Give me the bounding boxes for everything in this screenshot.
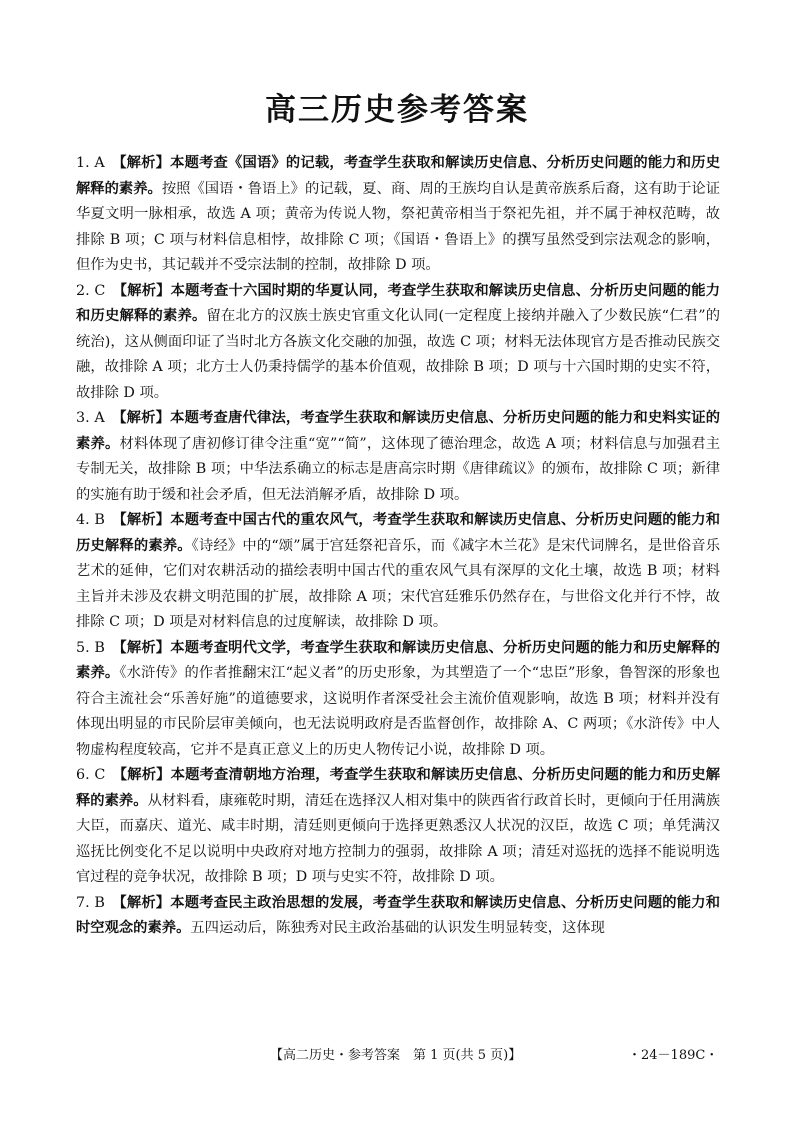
answer-item [76, 636, 720, 764]
answer-lead: 本题考查清朝地方治理，考查学生获取和解读历史信息、分析历史问题的能力和历史解释的素养。 [76, 767, 721, 809]
answer-item [76, 406, 720, 508]
answer-body: 材料体现了唐初修订律令注重“宽”“简”，这体现了德治理念，故选 A 项；材料信息与加强君主专制无关，故排除 B 项；中华法系确立的标志是唐高宗时期《唐律疏议》的颁布，故排除 C 项；新律的实施有助于缓和社会矛盾，但无法消解矛盾，故排除 D 项。 [76, 435, 721, 503]
analysis-label: 【解析】 [119, 410, 171, 426]
answer-item [76, 279, 720, 407]
answer-lead: 本题考查中国古代的重农风气，考查学生获取和解读历史信息、分析历史问题的能力和历史解释的素养。 [76, 512, 721, 554]
answer-body: 《诗经》中的“颂”属于宫廷祭祀音乐，而《减字木兰花》是宋代词牌名，是世俗音乐艺术的延伸，它们对农耕活动的描绘表明中国古代的重农风气具有深厚的文化土壤，故选 B 项；材料主旨并未涉及农耕文明范围的扩展，故排除 A 项；宋代宫廷雅乐仍然存在，与世俗文化并行不悖，故排除 C 项；D 项是对材料信息的过度解读，故排除 D 项。 [76, 537, 720, 630]
analysis-label: 【解析】 [119, 512, 171, 528]
answer-body: 《水浒传》的作者推翻宋江“起义者”的历史形象，为其塑造了一个“忠臣”形象，鲁智深的形象也符合主流社会“乐善好施”的道德要求，这说明作者深受社会主流价值观影响，故选 B 项；材料并没有体现出明显的市民阶层审美倾向，也无法说明政府是否监督创作，故排除 A、C 两项；《水浒传》中人物虚构程度较高，它并不是真正意义上的历史人物传记小说，故排除 D 项。 [76, 665, 720, 758]
answer-list [76, 151, 720, 942]
answer-number: 5. B [76, 639, 105, 656]
answer-item [76, 763, 720, 891]
footer-doc-code: ・24－189C・ [628, 1048, 719, 1063]
answer-number: 1. A [76, 155, 105, 171]
analysis-label: 【解析】 [119, 282, 171, 299]
answer-body: 按照《国语・鲁语上》的记载，夏、商、周的王族均自认是黄帝族系后裔，这有助于论证华夏文明一脉相承，故选 A 项；黄帝为传说人物，祭祀黄帝相当于祭祀先祖，并不属于神权范畴，故排除 B 项；C 项与材料信息相悖，故排除 C 项；《国语・鲁语上》的撰写虽然受到宗法观念的影响，但作为史书，其记载并不受宗法制的控制，故排除 D 项。 [76, 180, 721, 273]
answer-item [76, 151, 720, 279]
answer-body: 从材料看，康雍乾时期，清廷在选择汉人相对集中的陕西省行政首长时，更倾向于任用满族大臣，而嘉庆、道光、咸丰时期，清廷则更倾向于选择更熟悉汉人状况的汉臣，故选 C 项；单凭满汉巡抚比例变化不足以说明中央政府对地方控制力的强弱，故排除 A 项；清廷对巡抚的选择不能说明选官过程的竞争状况，故排除 B 项；D 项与史实不符，故排除 D 项。 [76, 792, 721, 885]
answer-lead: 本题考查《国语》的记载，考查学生获取和解读历史信息、分析历史问题的能力和历史解释的素养。 [76, 155, 721, 197]
page-footer [0, 1044, 794, 1064]
answer-number: 4. B [76, 512, 105, 528]
answer-body: 五四运动后，陈独秀对民主政治基础的认识发生明显转变，这体现 [190, 920, 605, 936]
answer-lead: 本题考查明代文学，考查学生获取和解读历史信息、分析历史问题的能力和历史解释的素养。 [76, 639, 721, 681]
answer-number: 3. A [76, 410, 105, 426]
page-title: 高三历史参考答案 [265, 92, 529, 128]
analysis-label: 【解析】 [119, 155, 171, 171]
answer-lead: 本题考查唐代律法，考查学生获取和解读历史信息、分析历史问题的能力和史料实证的素养。 [76, 410, 721, 452]
answer-item [76, 508, 720, 636]
analysis-label: 【解析】 [119, 767, 171, 783]
answer-body: 留在北方的汉族士族史官重文化认同(一定程度上接纳并融入了少数民族“仁君”的统治)，这从侧面印证了当时北方各族文化交融的加强，故选 C 项；材料无法体现官方是否推动民族交融，故排除 A 项；北方士人仍秉持儒学的基本价值观，故排除 B 项；D 项与十六国时期的史实不符，故排除 D 项。 [76, 308, 720, 401]
answer-item [76, 891, 720, 942]
analysis-label: 【解析】 [119, 639, 171, 656]
footer-page-info: 【高二历史・参考答案 第 1 页(共 5 页)】 [270, 1048, 522, 1063]
answer-lead: 本题考查民主政治思想的发展，考查学生获取和解读历史信息、分析历史问题的能力和时空观念的素养。 [76, 894, 721, 936]
analysis-label: 【解析】 [119, 894, 171, 911]
answer-number: 6. C [76, 767, 106, 783]
answer-number: 2. C [76, 282, 106, 299]
answer-lead: 本题考查十六国时期的华夏认同，考查学生获取和解读历史信息、分析历史问题的能力和历史解释的素养。 [76, 282, 721, 324]
answer-number: 7. B [76, 894, 105, 911]
